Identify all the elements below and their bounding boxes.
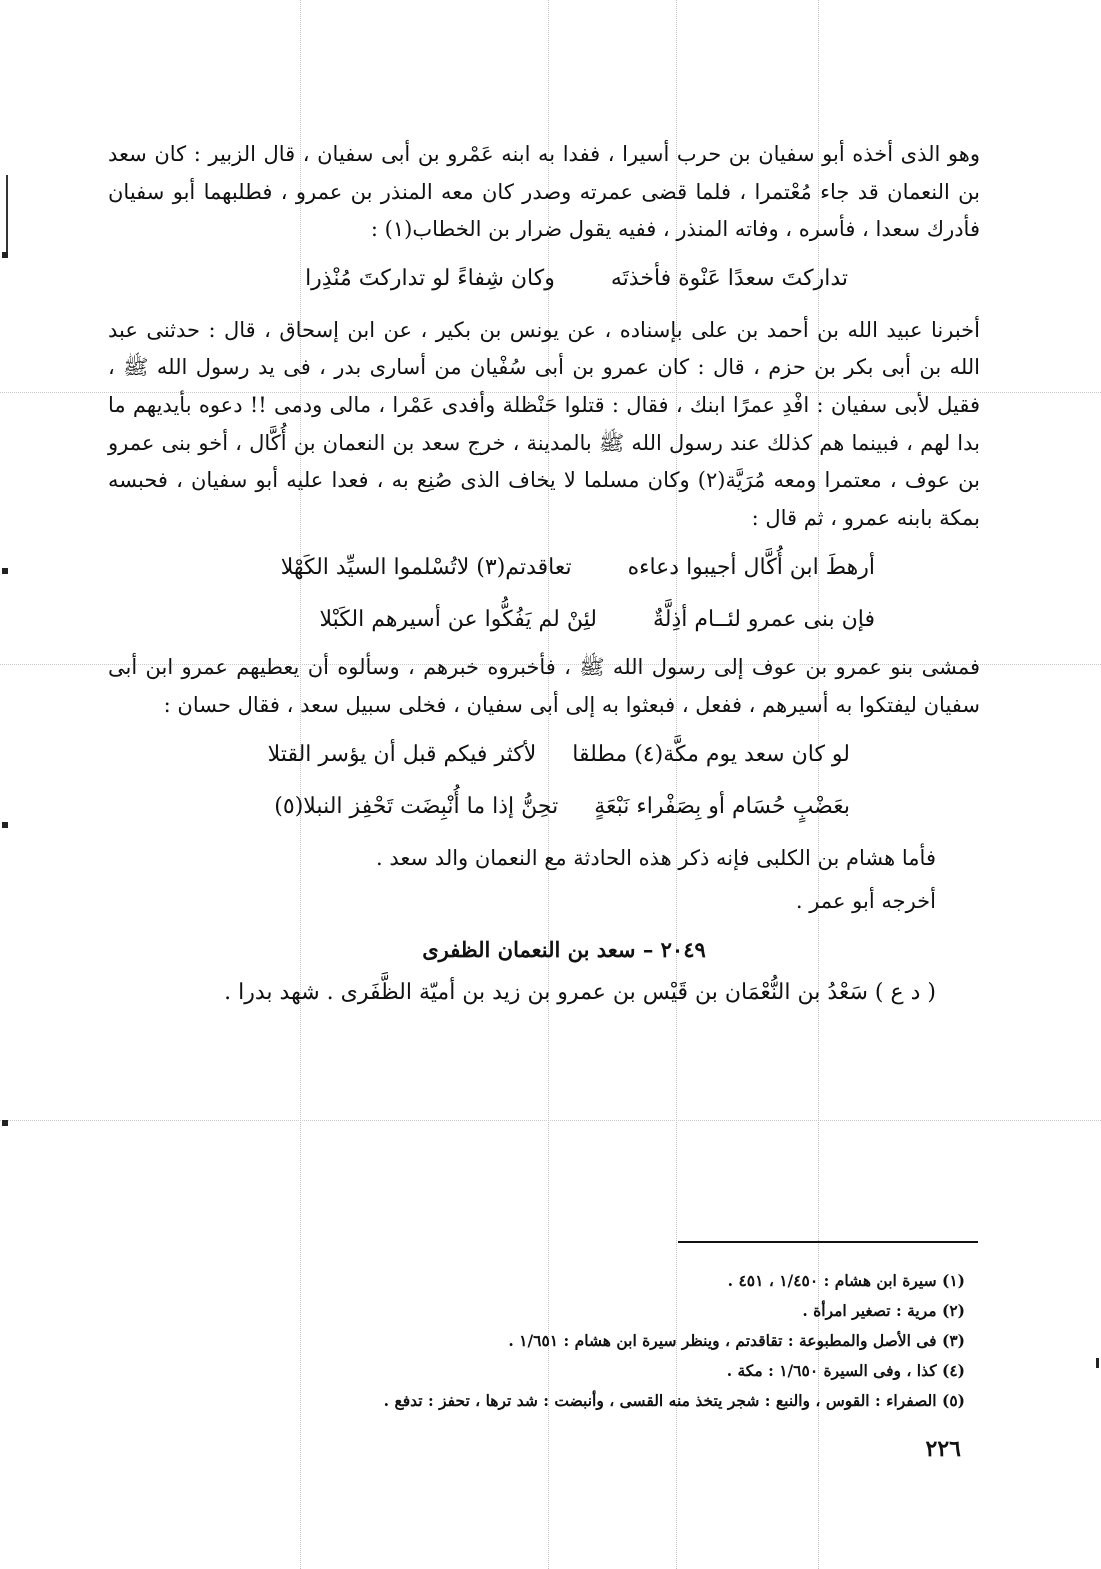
poem (108, 541, 980, 645)
paragraph: أخبرنا عبيد الله بن أحمد بن على بإسناده ، عن يونس بن بكير ، عن ابن إسحاق ، قال : حدثنى عبد الله بن أبى بكر بن حزم ، قال : كان عمرو بن أبى سُفْيان من أسارى بدر ، فى يد رسول الله ﷺ ، فقيل لأبى سفيان : افْدِ عمرًا ابنك ، فقال : قتلوا حَنْظلة وأفدى عَمْرا ، مالى ودمى !! دعوه بأيديهم ما بدا لهم ، فبينما هم كذلك عند رسول الله ﷺ بالمدينة ، خرج سعد بن النعمان بن أُكَّال ، أخو بنى عمرو بن عوف ، معتمرا ومعه مُرَيَّة(٢) وكان مسلما لا يخاف الذى صُنِع به ، فعدا عليه أبو سفيان ، فحبسه بمكة بابنه عمرو ، ثم قال : (108, 317, 980, 530)
hemistich-first: أرهطَ ابن أُكَّال أجيبوا دعاءه (627, 554, 875, 580)
verse (108, 781, 980, 833)
hemistich-first: بعَضْبٍ حُسَام أو بِصَفْراء نَبْعَةٍ (594, 793, 850, 819)
scan-edge-mark (2, 252, 8, 258)
hemistich-first: فإن بنى عمرو لئــام أذِلَّةٌ (652, 606, 875, 632)
hemistich-second: تعاقدتم(٣) لاتُسْلموا السيِّد الكَهْلا (280, 554, 572, 580)
footnote-rule (678, 1241, 978, 1243)
poem (108, 253, 980, 305)
footnote: (٤) كذا ، وفى السيرة ١/٦٥٠ : مكة . (726, 1361, 965, 1380)
scan-guide-line (0, 1120, 1101, 1121)
hemistich-second: وكان شِفاءً لو تداركتَ مُنْذِرا (305, 265, 555, 291)
scan-edge-mark (2, 1120, 8, 1126)
verse (108, 253, 980, 305)
entry-text: ( د ع ) سَعْدُ بن النُّعْمَان بن قَيْس بن عمرو بن زيد بن أميّة الظَّفَرى . شهد بدرا . (224, 980, 936, 1006)
footnote: (٣) فى الأصل والمطبوعة : تقاقدتم ، وينظر سيرة ابن هشام : ١/٦٥١ . (508, 1331, 965, 1350)
footnote: (٢) مرية : تصغير امرأة . (802, 1301, 965, 1320)
paragraph: وهو الذى أخذه أبو سفيان بن حرب أسيرا ، ففدا به ابنه عَمْرو بن أبى سفيان ، قال الزبير : كان سعد بن النعمان قد جاء مُعْتمرا ، فلما قضى عمرته وصدر كان معه المنذر بن عمرو ، فطلبهما أبو سفيان فأدرك سعدا ، فأسره ، وفاته المنذر ، ففيه يقول ضرار بن الخطاب(١) : (108, 142, 980, 242)
poem (108, 729, 980, 833)
verse (108, 541, 980, 593)
footnote: (٥) الصفراء : القوس ، والنبع : شجر يتخذ منه القسى ، وأنبضت : شد ترها ، تحفز : تدفع . (383, 1391, 965, 1410)
hemistich-second: لأكثر فيكم قبل أن يؤسر القتلا (267, 741, 537, 767)
footnotes (205, 1266, 965, 1416)
verse (108, 593, 980, 645)
footnote: (١) سيرة ابن هشام : ١/٤٥٠ ، ٤٥١ . (727, 1271, 965, 1290)
paragraph: فأما هشام بن الكلبى فإنه ذكر هذه الحادثة مع النعمان والد سعد . (376, 845, 936, 870)
hemistich-second: لئِنْ لم يَفُكُّوا عن أسيرهم الكَبْلا (319, 606, 597, 632)
paragraph: أخرجه أبو عمر . (795, 888, 936, 913)
verse (108, 729, 980, 781)
paragraph: فمشى بنو عمرو بن عوف إلى رسول الله ﷺ ، فأخبروه خبرهم ، وسألوه أن يعطيهم عمرو ابن أبى سفيان ليفتكوا به أسيرهم ، ففعل ، فبعثوا به إلى أبى سفيان ، فخلى سبيل سعد ، فقال حسان : (108, 655, 980, 717)
page-body (108, 136, 980, 1012)
scan-edge-mark (1096, 1358, 1099, 1368)
scan-edge-mark (2, 822, 8, 828)
entry-heading: ٢٠٤٩ – سعد بن النعمان الظفرى (422, 936, 706, 962)
scan-edge-mark (2, 568, 8, 574)
hemistich-first: تداركتَ سعدًا عَنْوة فأخذتَه (610, 265, 848, 291)
hemistich-first: لو كان سعد يوم مكَّة(٤) مطلقا (572, 741, 850, 767)
page-number: ٢٢٦ (925, 1436, 961, 1462)
scan-edge-bar (6, 175, 8, 255)
hemistich-second: تحِنُّ إذا ما أُنْبِضَت تَحْفِز النبلا(٥) (274, 793, 559, 819)
